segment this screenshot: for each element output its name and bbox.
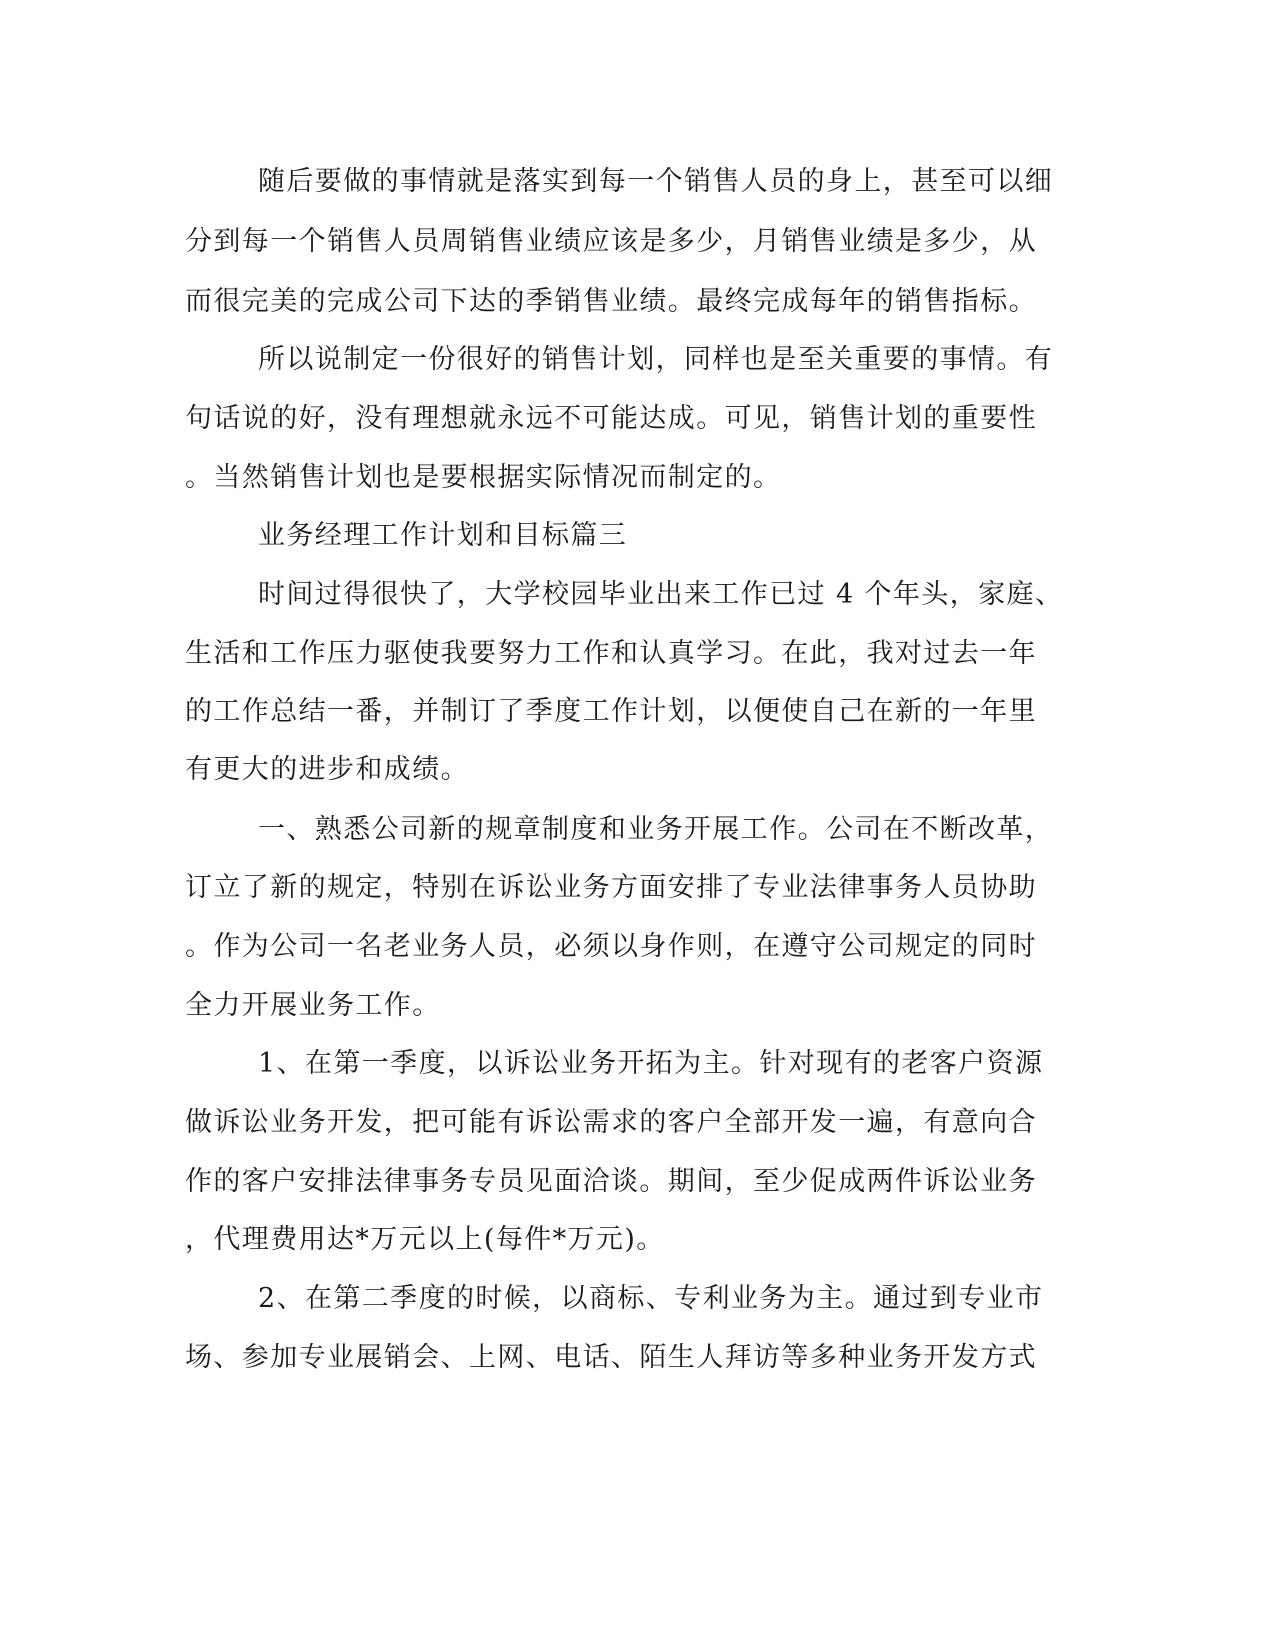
paragraph-3-line-4: 有更大的进步和成绩。 bbox=[185, 754, 469, 785]
paragraph-5-line-4: ，代理费用达*万元以上(每件*万元)。 bbox=[185, 1224, 665, 1255]
paragraph-1-line-1: 随后要做的事情就是落实到每一个销售人员的身上，甚至可以细 bbox=[258, 166, 1054, 197]
paragraph-3-line-2: 生活和工作压力驱使我要努力工作和认真学习。在此，我对过去一年 bbox=[185, 638, 1037, 669]
paragraph-1-line-3: 而很完美的完成公司下达的季销售业绩。最终完成每年的销售指标。 bbox=[185, 286, 1037, 317]
paragraph-5-line-1: 1、在第一季度，以诉讼业务开拓为主。针对现有的老客户资源 bbox=[258, 1048, 1044, 1079]
paragraph-2-line-2: 句话说的好，没有理想就永远不可能达成。可见，销售计划的重要性 bbox=[185, 403, 1037, 434]
paragraph-2-line-1: 所以说制定一份很好的销售计划，同样也是至关重要的事情。有 bbox=[258, 344, 1054, 375]
paragraph-6-line-1: 2、在第二季度的时候，以商标、专利业务为主。通过到专业市 bbox=[258, 1283, 1044, 1314]
paragraph-6-line-2: 场、参加专业展销会、上网、电话、陌生人拜访等多种业务开发方式 bbox=[185, 1342, 1037, 1373]
paragraph-3-line-1: 时间过得很快了，大学校园毕业出来工作已过 4 个年头，家庭、 bbox=[258, 579, 1064, 610]
paragraph-5-line-3: 作的客户安排法律事务专员见面洽谈。期间，至少促成两件诉讼业务 bbox=[185, 1166, 1037, 1197]
paragraph-1-line-2: 分到每一个销售人员周销售业绩应该是多少，月销售业绩是多少，从 bbox=[185, 226, 1037, 257]
paragraph-4-line-4: 全力开展业务工作。 bbox=[185, 990, 441, 1021]
paragraph-4-line-3: 。作为公司一名老业务人员，必须以身作则，在遵守公司规定的同时 bbox=[185, 931, 1037, 962]
paragraph-4-line-1: 一、熟悉公司新的规章制度和业务开展工作。公司在不断改革， bbox=[258, 814, 1054, 845]
section-heading: 业务经理工作计划和目标篇三 bbox=[258, 520, 628, 551]
paragraph-2-line-3: 。当然销售计划也是要根据实际情况而制定的。 bbox=[185, 462, 782, 493]
paragraph-4-line-2: 订立了新的规定，特别在诉讼业务方面安排了专业法律事务人员协助 bbox=[185, 872, 1037, 903]
paragraph-5-line-2: 做诉讼业务开发，把可能有诉讼需求的客户全部开发一遍，有意向合 bbox=[185, 1107, 1037, 1138]
paragraph-3-line-3: 的工作总结一番，并制订了季度工作计划，以便使自己在新的一年里 bbox=[185, 696, 1037, 727]
